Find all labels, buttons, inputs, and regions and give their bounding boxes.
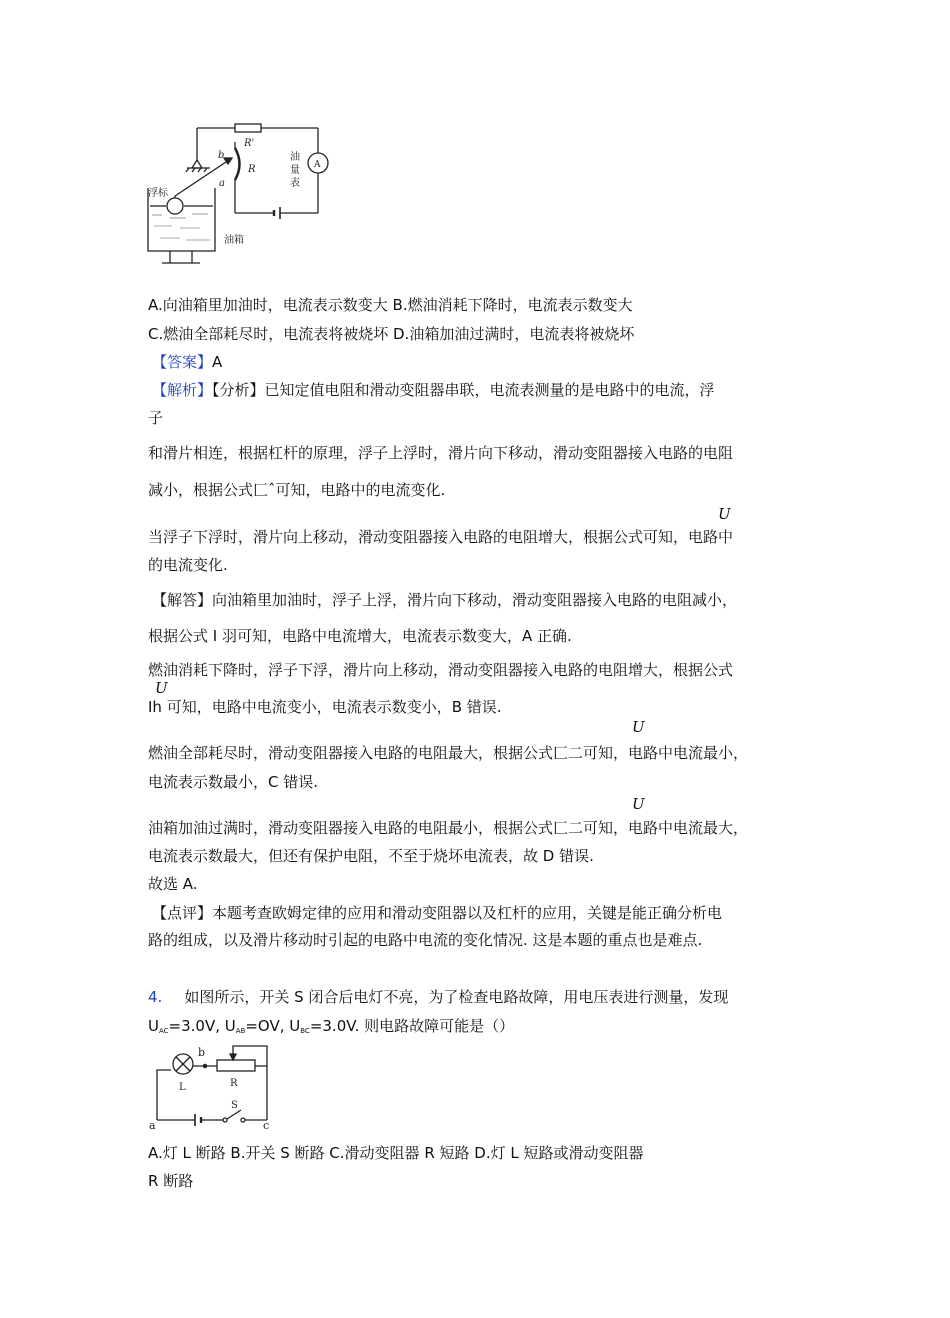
q4-stem-line-1 [148,987,728,1007]
q4-val-bc: =3.0V. 则电路故障可能是（） [309,1017,515,1035]
q4-val-ab: =OV, U [245,1017,301,1035]
q3-conclusion: 故选 A. [148,875,198,893]
q3-solution-line-4: Ih 可知，电路中电流变小，电流表示数变小，B 错误. [148,698,502,716]
switch-icon [227,1110,241,1119]
label-meter-1: 油 [290,152,300,163]
label-float: 浮标 [148,188,168,199]
q3-comment-line-1: 【点评】本题考查欧姆定律的应用和滑动变阻器以及杠杆的应用，关键是能正确分析电 [152,904,723,922]
q3-analysis-line-2: 和滑片相连，根据杠杆的原理，浮子上浮时，滑片向下移动，滑动变阻器接入电路的电阻 [148,444,734,462]
q4-sub-ab: AB [235,1027,246,1035]
float-icon [167,198,183,214]
answer-tag: 【答案】 [152,353,213,371]
q3-analysis-line-1b: 子 [148,409,164,427]
rheostat-icon [217,1060,255,1071]
q3-solution-line-1: 【解答】向油箱里加油时，浮子上浮，滑片向下移动，滑动变阻器接入电路的电阻减小， [152,591,738,609]
label-a: a [219,178,225,189]
fig2-label-r: R [230,1078,238,1089]
label-ammeter-a: A [314,160,321,170]
analysis-line-1-text: 【分析】已知定值电阻和滑动变阻器串联，电流表测量的是电路中的电流，浮 [212,381,715,399]
fixed-resistor-r-prime [235,124,261,132]
q3-analysis-line-3: 减小，根据公式匚ˆ可知，电路中的电流变化. [148,481,446,499]
fig2-label-l: L [179,1082,186,1093]
q3-comment-line-2: 路的组成，以及滑片移动时引起的电路中电流的变化情况. 这是本题的重点也是难点. [148,931,703,949]
q4-stem-text: 如图所示，开关 S 闭合后电灯不亮，为了检查电路故障，用电压表进行测量，发现 [184,988,729,1006]
answer-value: A [212,353,223,371]
q3-solution-line-7: 油箱加油过满时，滑动变阻器接入电路的电阻最小，根据公式匚二可知，电路中电流最大， [148,819,749,837]
q4-val-ac: =3.0V, U [168,1017,236,1035]
label-r: R [248,164,256,175]
q3-analysis-line-1 [152,380,715,400]
q3-solution-line-5: 燃油全部耗尽时，滑动变阻器接入电路的电阻最大，根据公式匚二可知，电路中电流最小， [148,744,749,762]
formula-u-2: U [155,679,168,697]
q3-answer [152,352,222,372]
q4-sub-bc: BC [300,1027,310,1035]
formula-u-3: U [632,718,645,736]
label-meter-3: 表 [290,178,300,189]
q4-options-line-2: R 断路 [148,1172,194,1190]
q3-analysis-line-4: 当浮子下浮时，滑片向上移动，滑动变阻器接入电路的电阻增大，根据公式可知，电路中 [148,528,734,546]
q4-u-ac-symbol: U [148,1017,159,1035]
q4-sub-ac: AC [158,1027,169,1035]
q3-solution-line-8: 电流表示数最大，但还有保护电阻，不至于烧坏电流表，故 D 错误. [148,847,594,865]
q4-stem-line-2 [148,1016,514,1041]
q3-solution-line-6: 电流表示数最小，C 错误. [148,773,319,791]
oil-gauge-circuit-diagram [140,118,340,278]
fig2-label-s: S [231,1100,238,1111]
label-meter-2: 量 [290,165,300,176]
fig2-label-a: a [149,1119,156,1130]
q3-solution-line-2: 根据公式 I 羽可知，电路中电流增大，电流表示数变大，A 正确. [148,627,572,645]
analysis-tag: 【解析】 [152,381,213,399]
fault-circuit-diagram [145,1040,280,1130]
formula-u-4: U [632,795,645,813]
q3-options-line-1: A.向油箱里加油时，电流表示数变大 B.燃油消耗下降时，电流表示数变大 [148,296,633,314]
label-r-prime: R' [244,138,255,149]
q4-number: 4. [148,988,163,1006]
fig2-label-b: b [198,1046,206,1059]
formula-u-1: U [718,505,731,523]
label-tank: 油箱 [224,235,244,246]
q3-analysis-line-5: 的电流变化. [148,556,228,574]
q3-options-line-2: C.燃油全部耗尽时，电流表将被烧坏 D.油箱加油过满时，电流表将被烧坏 [148,325,635,343]
q3-solution-line-3: 燃油消耗下降时，浮子下浮，滑片向上移动，滑动变阻器接入电路的电阻增大，根据公式 [148,661,734,679]
q4-options-line-1: A.灯 L 断路 B.开关 S 断路 C.滑动变阻器 R 短路 D.灯 L 短路或滑动变阻器 [148,1144,644,1162]
label-b: b [218,150,225,161]
fig2-label-c: c [263,1119,270,1130]
